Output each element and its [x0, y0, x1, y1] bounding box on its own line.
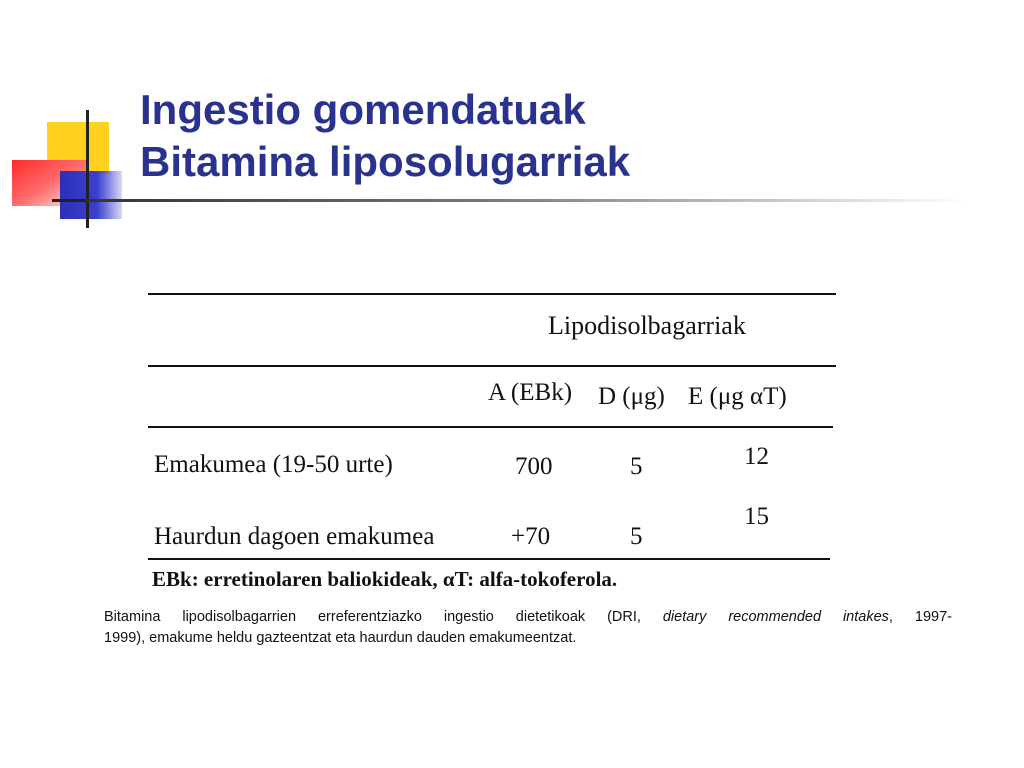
row-value-d: 5 [630, 523, 643, 550]
table-top-rule [148, 293, 836, 295]
caption-text: , 1997- [888, 609, 952, 625]
title-line-1: Ingestio gomendatuak [140, 86, 586, 133]
caption-text: Bitamina lipodisolbagarrien erreferentziazko ingestio dietetikoak (DRI, [104, 609, 663, 625]
col-header-d: D (μg) [598, 383, 665, 410]
table-bottom-rule [148, 558, 830, 560]
vertical-rule [86, 110, 89, 228]
title-underline [86, 199, 966, 202]
caption-line-2: 1999), emakume heldu gazteentzat eta haurdun dauden emakumeentzat. [104, 630, 577, 646]
title-line-2: Bitamina liposolugarriak [140, 138, 631, 185]
table-columns-rule [148, 426, 833, 428]
col-header-a: A (EBk) [488, 379, 573, 406]
table-footnote: EBk: erretinolaren baliokideak, αT: alfa-tokoferola. [152, 567, 618, 591]
table-header-rule [148, 365, 836, 367]
row-label: Haurdun dagoen emakumea [154, 523, 435, 550]
blue-square [60, 171, 122, 219]
vitamin-table [148, 293, 836, 598]
col-header-e: E (μg αT) [688, 383, 787, 410]
slide-title [140, 84, 1000, 188]
row-value-a: 700 [515, 453, 553, 480]
figure-caption [104, 607, 952, 649]
group-header: Lipodisolbagarriak [548, 311, 746, 340]
row-value-e: 12 [744, 443, 769, 470]
row-value-e: 15 [744, 503, 769, 530]
caption-italic: dietary recommended intakes [662, 609, 889, 625]
row-value-a: +70 [511, 523, 551, 550]
slide-corner-squares-icon [0, 0, 140, 240]
row-label: Emakumea (19-50 urte) [154, 451, 393, 478]
row-value-d: 5 [630, 453, 643, 480]
